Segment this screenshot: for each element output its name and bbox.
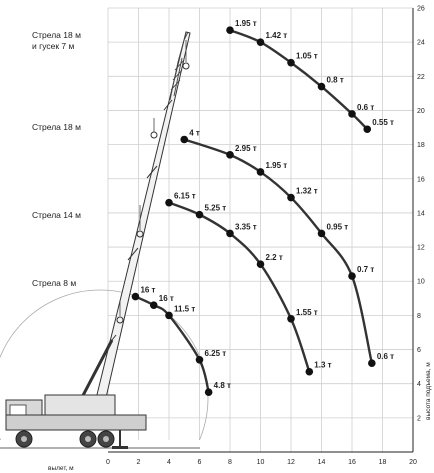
load-point (196, 356, 204, 364)
hook (183, 63, 189, 69)
x-tick-label: 6 (197, 459, 202, 466)
y-tick-label: 26 (417, 5, 425, 13)
load-label: 16 т (158, 294, 174, 304)
load-label: 1.55 т (296, 307, 318, 317)
load-point (165, 312, 173, 320)
x-tick-label: 8 (228, 459, 232, 466)
load-point (257, 260, 265, 268)
load-label: 0.95 т (326, 222, 349, 232)
load-label: 2.95 т (235, 143, 257, 153)
y-tick-label: 20 (417, 107, 425, 115)
load-point (165, 199, 173, 207)
load-label: 4 т (189, 128, 200, 138)
load-point (306, 368, 314, 376)
load-label: 2.2 т (265, 253, 283, 263)
cab-window (10, 405, 26, 416)
y-tick-label: 22 (417, 73, 425, 81)
outrigger-pad (112, 446, 128, 449)
y-tick-label: 18 (417, 142, 425, 150)
load-point (226, 230, 234, 238)
load-label: 3.35 т (235, 222, 257, 232)
load-label: 1.32 т (296, 186, 318, 196)
y-tick-label: 14 (417, 210, 425, 218)
load-point (196, 211, 204, 219)
load-point (180, 136, 188, 144)
y-tick-label: 8 (417, 312, 421, 320)
load-label: 16 т (140, 285, 156, 295)
load-point (226, 26, 234, 34)
load-label: 0.8 т (326, 75, 344, 85)
y-tick-label: 12 (417, 244, 425, 252)
load-point (348, 110, 356, 118)
grid (108, 8, 413, 452)
load-curve-3 (135, 297, 208, 393)
load-label: 0.7 т (357, 265, 375, 275)
load-label: 6.25 т (204, 348, 227, 358)
load-label: 5.25 т (204, 203, 227, 213)
y-tick-label: 24 (417, 39, 425, 47)
load-label: 1.05 т (296, 51, 318, 61)
load-point (226, 151, 234, 159)
wheel-hub (103, 436, 109, 442)
load-point (150, 301, 158, 309)
load-points (132, 19, 395, 396)
y-tick-label: 10 (417, 278, 425, 286)
load-point (318, 83, 326, 91)
y-tick-label: 6 (417, 347, 421, 355)
wheel-hub (85, 436, 91, 442)
y-tick-label: 4 (417, 381, 421, 389)
crane-platform (45, 395, 115, 415)
boom-label-18m: Стрела 18 м (32, 122, 81, 132)
load-point (318, 230, 326, 238)
load-label: 0.55 т (372, 118, 394, 128)
load-curve-0 (230, 30, 367, 129)
load-label: 0.6 т (357, 102, 375, 112)
boom-label-8m: Стрела 8 м (32, 278, 77, 288)
load-point (205, 388, 213, 396)
tick-labels (106, 6, 425, 467)
load-label: 0.6 т (376, 352, 395, 362)
load-label: 1.95 т (235, 19, 257, 29)
load-point (368, 359, 376, 367)
wheel-hub (21, 436, 27, 442)
x-tick-label: 14 (317, 459, 326, 466)
y-tick-label: 2 (417, 415, 421, 423)
x-tick-label: 4 (167, 459, 171, 466)
x-tick-label: 16 (348, 459, 356, 466)
x-axis-title: вылет, м (48, 465, 74, 472)
boom-label-jib-7m: и гусек 7 м (32, 41, 75, 51)
load-point (257, 168, 265, 176)
load-label: 11.5 т (174, 304, 196, 314)
x-tick-label: 18 (378, 459, 387, 466)
x-tick-label: 20 (409, 459, 417, 466)
x-tick-label: 2 (136, 459, 141, 466)
load-point (287, 194, 295, 202)
hook (151, 132, 157, 138)
load-label: 6.15 т (174, 191, 196, 201)
crane-truck-illustration (0, 32, 208, 473)
load-label: 1.42 т (265, 31, 288, 41)
load-label: 1.95 т (265, 160, 288, 170)
load-point (348, 272, 356, 280)
load-label: 1.3 т (314, 360, 332, 370)
y-tick-label: 16 (417, 176, 425, 184)
load-label: 4.8 т (213, 381, 231, 391)
load-curve-1 (184, 139, 375, 363)
x-tick-label: 12 (287, 459, 295, 466)
boom-label-18m-jib: Стрела 18 м (32, 30, 81, 40)
load-point (132, 293, 140, 301)
truck-chassis (6, 415, 146, 430)
load-point (287, 59, 295, 67)
x-tick-label: 0 (106, 459, 110, 466)
x-tick-label: 10 (256, 459, 265, 466)
boom-label-14m: Стрела 14 м (32, 210, 81, 220)
load-point (257, 38, 265, 46)
load-point (363, 125, 371, 133)
y-axis-title: высота подъема, м (425, 362, 432, 420)
load-point (287, 315, 295, 323)
